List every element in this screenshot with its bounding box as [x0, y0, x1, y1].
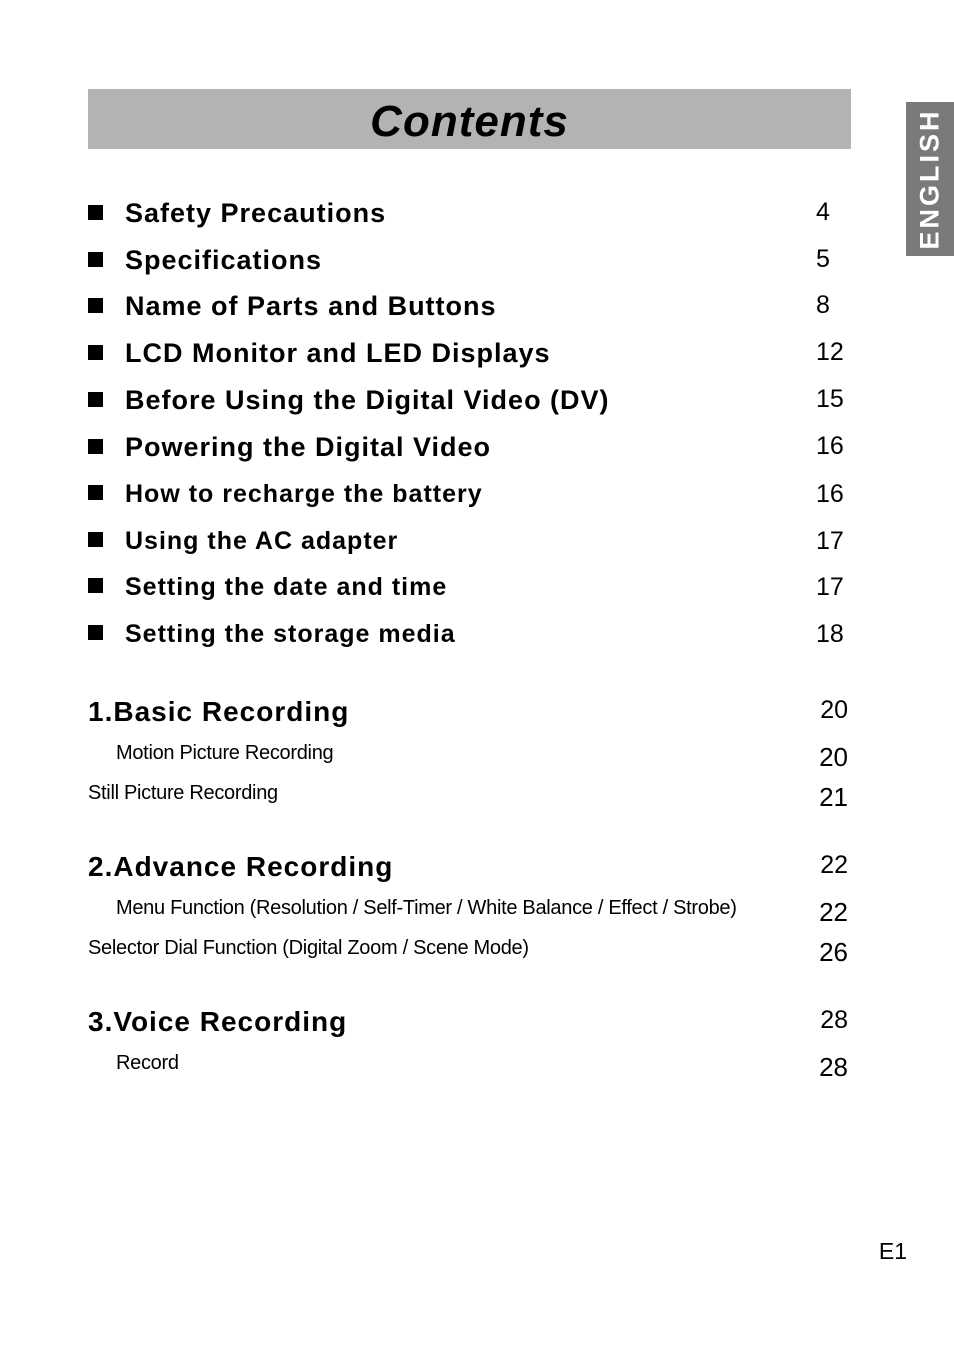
toc-entry-date-time[interactable]	[88, 573, 848, 613]
page-title: Contents	[370, 97, 569, 146]
square-bullet-icon	[88, 625, 103, 640]
toc-entry-label: Setting the date and time	[125, 573, 448, 601]
toc-subentry-still-picture[interactable]	[88, 782, 848, 822]
toc-section-basic-recording[interactable]	[88, 696, 848, 736]
toc-entry-name-of-parts[interactable]	[88, 291, 848, 331]
toc-entry-page: 16	[816, 480, 844, 508]
toc-entry-powering[interactable]	[88, 432, 848, 472]
toc-entry-label: Safety Precautions	[125, 198, 387, 228]
toc-entry-label: Before Using the Digital Video (DV)	[125, 385, 610, 415]
language-tab	[906, 102, 954, 256]
toc-entry-recharge-battery[interactable]	[88, 480, 848, 520]
toc-entry-label: Name of Parts and Buttons	[125, 291, 497, 321]
toc-subentry-page: 28	[819, 1052, 848, 1082]
toc-entry-label: Using the AC adapter	[125, 527, 399, 555]
toc-subentry-page: 22	[819, 897, 848, 927]
toc-subentry-page: 21	[819, 782, 848, 812]
square-bullet-icon	[88, 392, 103, 407]
toc-entry-safety-precautions[interactable]	[88, 198, 848, 238]
toc-entry-label: Powering the Digital Video	[125, 432, 492, 462]
toc-entry-page: 15	[816, 385, 844, 413]
toc-subentry-motion-picture[interactable]	[88, 742, 848, 782]
square-bullet-icon	[88, 578, 103, 593]
toc-subentry-label: Still Picture Recording	[88, 782, 278, 804]
toc-section-page: 22	[820, 851, 848, 879]
toc-entry-label: LCD Monitor and LED Displays	[125, 338, 551, 368]
page-title-bar	[88, 89, 851, 149]
toc-subentry-label: Motion Picture Recording	[116, 742, 334, 764]
toc-subentry-page: 20	[819, 742, 848, 772]
toc-subentry-page: 26	[819, 937, 848, 967]
toc-section-label: 1.Basic Recording	[88, 696, 350, 727]
square-bullet-icon	[88, 298, 103, 313]
toc-entry-storage-media[interactable]	[88, 620, 848, 660]
toc-section-label: 2.Advance Recording	[88, 851, 394, 882]
toc-entry-label: Specifications	[125, 245, 323, 275]
toc-subentry-record[interactable]	[88, 1052, 848, 1092]
toc-subentry-label: Selector Dial Function (Digital Zoom / Scene Mode)	[88, 937, 529, 959]
toc-entry-page: 18	[816, 620, 844, 648]
toc-entry-page: 17	[816, 573, 844, 601]
toc-entry-specifications[interactable]	[88, 245, 848, 285]
toc-section-advance-recording[interactable]	[88, 851, 848, 891]
square-bullet-icon	[88, 205, 103, 220]
toc-section-voice-recording[interactable]	[88, 1006, 848, 1046]
toc-entry-page: 5	[816, 245, 830, 273]
language-tab-label: ENGLISH	[914, 108, 945, 250]
square-bullet-icon	[88, 345, 103, 360]
toc-section-page: 20	[820, 696, 848, 724]
toc-entry-page: 8	[816, 291, 830, 319]
toc-subentry-label: Record	[116, 1052, 179, 1074]
toc-entry-ac-adapter[interactable]	[88, 527, 848, 567]
toc-subentry-menu-function[interactable]	[88, 897, 848, 937]
toc-entry-before-using[interactable]	[88, 385, 848, 425]
square-bullet-icon	[88, 252, 103, 267]
toc-section-label: 3.Voice Recording	[88, 1006, 348, 1037]
toc-entry-label: Setting the storage media	[125, 620, 456, 648]
page-number: E1	[878, 1238, 907, 1264]
toc-entry-page: 4	[816, 198, 830, 226]
toc-entry-label: How to recharge the battery	[125, 480, 483, 508]
square-bullet-icon	[88, 532, 103, 547]
square-bullet-icon	[88, 485, 103, 500]
toc-entry-lcd-monitor[interactable]	[88, 338, 848, 378]
toc-entry-page: 16	[816, 432, 844, 460]
square-bullet-icon	[88, 439, 103, 454]
toc-subentry-selector-dial[interactable]	[88, 937, 848, 977]
toc-entry-page: 12	[816, 338, 844, 366]
toc-subentry-label: Menu Function (Resolution / Self-Timer / White Balance / Effect / Strobe)	[116, 897, 737, 919]
toc-section-page: 28	[820, 1006, 848, 1034]
toc-entry-page: 17	[816, 527, 844, 555]
